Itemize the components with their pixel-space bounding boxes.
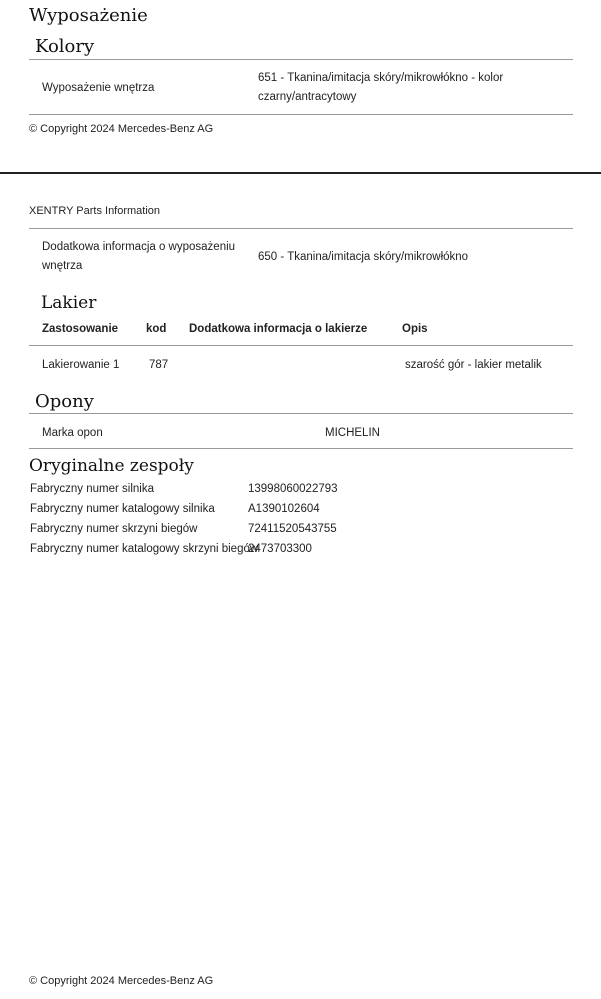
page-break xyxy=(0,172,601,174)
paint-code: 787 xyxy=(149,359,169,371)
divider xyxy=(29,114,573,115)
engine-catalog-value: A1390102604 xyxy=(248,503,320,515)
divider xyxy=(29,228,573,229)
column-header-usage: Zastosowanie xyxy=(42,323,119,335)
paint-usage: Lakierowanie 1 xyxy=(42,359,120,371)
tire-brand-value: MICHELIN xyxy=(325,427,380,439)
section-title: Wyposażenie xyxy=(29,5,148,26)
divider xyxy=(29,413,573,414)
tires-heading: Opony xyxy=(35,391,94,412)
divider xyxy=(29,345,573,346)
engine-number-value: 13998060022793 xyxy=(248,483,338,495)
paint-description: szarość gór - lakier metalik xyxy=(405,359,542,371)
extra-label-line1: Dodatkowa informacja o wyposażeniu xyxy=(42,241,236,253)
gearbox-catalog-value: 2473703300 xyxy=(248,543,312,555)
paint-heading: Lakier xyxy=(41,293,97,313)
column-header-extra: Dodatkowa informacja o lakierze xyxy=(189,323,368,335)
gearbox-number-label: Fabryczny numer skrzyni biegów xyxy=(30,523,198,535)
divider xyxy=(29,448,573,449)
gearbox-catalog-label: Fabryczny numer katalogowy skrzyni biegów xyxy=(30,543,259,555)
page-header: XENTRY Parts Information xyxy=(29,205,161,217)
interior-label: Wyposażenie wnętrza xyxy=(42,82,155,94)
column-header-description: Opis xyxy=(402,323,428,335)
gearbox-number-value: 72411520543755 xyxy=(248,523,337,535)
column-header-code: kod xyxy=(146,323,167,335)
copyright-text: © Copyright 2024 Mercedes-Benz AG xyxy=(29,975,214,987)
interior-value-line1: 651 - Tkanina/imitacja skóry/mikrowłókno - kolor xyxy=(258,72,504,84)
tire-brand-label: Marka opon xyxy=(42,427,103,439)
engine-number-label: Fabryczny numer silnika xyxy=(30,483,154,495)
engine-catalog-label: Fabryczny numer katalogowy silnika xyxy=(30,503,215,515)
copyright-text: © Copyright 2024 Mercedes-Benz AG xyxy=(29,123,214,135)
divider xyxy=(29,59,573,60)
original-units-heading: Oryginalne zespoły xyxy=(29,456,194,476)
extra-value: 650 - Tkanina/imitacja skóry/mikrowłókno xyxy=(258,251,469,263)
extra-label-line2: wnętrza xyxy=(42,260,83,272)
colors-heading: Kolory xyxy=(35,36,95,57)
interior-value-line2: czarny/antracytowy xyxy=(258,91,357,103)
